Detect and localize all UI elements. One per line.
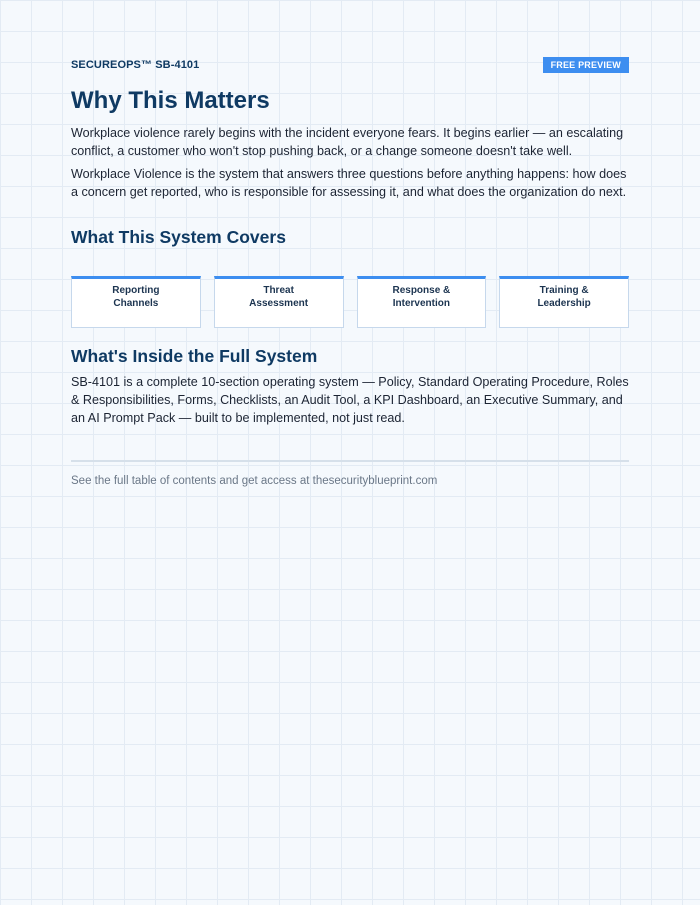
document-header [71, 56, 629, 73]
card-label: Response & Intervention [392, 285, 451, 309]
card-reporting-channels [71, 276, 201, 328]
card-threat-assessment [214, 276, 344, 328]
coverage-cards [71, 276, 629, 328]
card-label: Training & Leadership [537, 285, 591, 309]
divider [71, 460, 629, 462]
intro-paragraph-2: Workplace Violence is the system that answers three questions before anything happens: how does a concern get reported, who is responsible for assessing it, and what does the organization do next. [71, 167, 627, 199]
footer-access-note: See the full table of contents and get access at thesecurityblueprint.com [71, 475, 438, 487]
page-title: Why This Matters [71, 87, 270, 114]
covers-section-title: What This System Covers [71, 227, 286, 247]
inside-section-title: What's Inside the Full System [71, 346, 318, 366]
document-code: SECUREOPS™ SB-4101 [71, 58, 200, 71]
card-response-intervention [357, 276, 487, 328]
card-label: Threat Assessment [249, 285, 309, 309]
intro-paragraph-1: Workplace violence rarely begins with the incident everyone fears. It begins earlier — an escalating conflict, a customer who won't stop pushing back, or a change someone doesn't take well. [71, 126, 624, 158]
free-preview-badge: FREE PREVIEW [543, 57, 629, 73]
card-training-leadership [499, 276, 629, 328]
document-page [71, 56, 629, 489]
inside-description: SB-4101 is a complete 10-section operating system — Policy, Standard Operating Procedure, Roles & Responsibilities, Forms, Checklists, an Audit Tool, a KPI Dashboard, an Executive Summary, and an AI Prompt Pack — built to be implemented, not just read. [71, 375, 629, 425]
card-label: Reporting Channels [112, 285, 160, 309]
